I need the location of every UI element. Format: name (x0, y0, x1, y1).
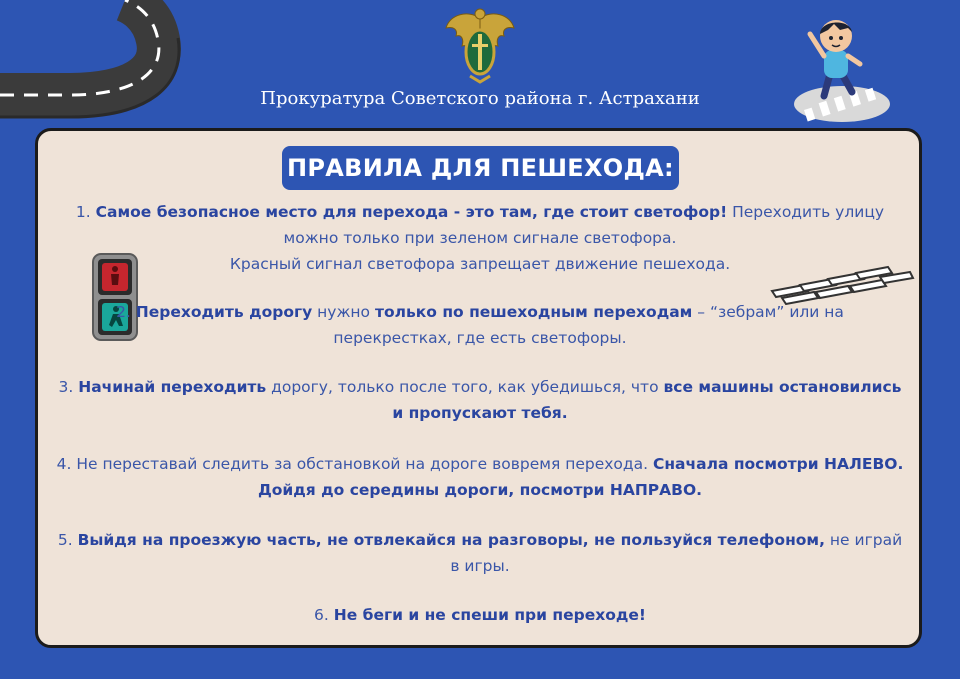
rule-text: дорогу, только после того, как убедишься, что (266, 378, 664, 396)
rule-bold-text: Начинай переходить (78, 378, 267, 396)
rule-bold-text: Сначала посмотри НАЛЕВО. Дойдя до середины дороги, посмотри НАПРАВО. (257, 455, 904, 499)
rule-text: Не переставай следить за обстановкой на дороге вовремя перехода. (71, 455, 653, 473)
rule-bold-text: Выйдя на проезжую часть, не отвлекайся на разговоры, не пользуйся телефоном, (77, 531, 825, 549)
rule-number: 6. (314, 606, 329, 624)
rule-text: не играй в игры. (450, 531, 903, 575)
pedestrian-child-icon (790, 12, 900, 124)
card-title: ПРАВИЛА ДЛЯ ПЕШЕХОДА: (282, 146, 679, 190)
rule-text: – “зебрам” или на перекрестках, где есть светофоры. (333, 303, 844, 347)
rule-4 (55, 451, 905, 503)
prosecutor-emblem-icon (440, 6, 520, 86)
rule-number: 2. (116, 303, 131, 321)
rule-6 (55, 602, 905, 628)
rule-bold-text: Не беги и не спеши при переходе! (333, 606, 646, 624)
rule-bold-text: Переходить дорогу (135, 303, 313, 321)
rule-bold-text: Самое безопасное место для перехода - это там, где стоит светофор! (95, 203, 728, 221)
rule-2 (55, 299, 905, 351)
rule-number: 5. (57, 531, 73, 549)
rule-text: Красный сигнал светофора запрещает движение пешехода. (229, 255, 731, 273)
rule-3 (55, 374, 905, 426)
rule-text: нужно (312, 303, 375, 321)
rule-5 (55, 527, 905, 579)
rule-number: 1. (75, 203, 91, 221)
rule-bold-text: только по пешеходным переходам (374, 303, 693, 321)
rule-number: 3. (58, 378, 74, 396)
rule-number: 4. (56, 455, 72, 473)
rule-bold-text: все машины остановились и пропускают тебя. (392, 378, 902, 422)
rule-text: Переходить улицу можно только при зеленом сигнале светофора. (283, 203, 885, 247)
rule-1 (55, 199, 905, 277)
road-curve-icon (0, 0, 190, 130)
organization-title: Прокуратура Советского района г. Астрахани (260, 88, 700, 109)
